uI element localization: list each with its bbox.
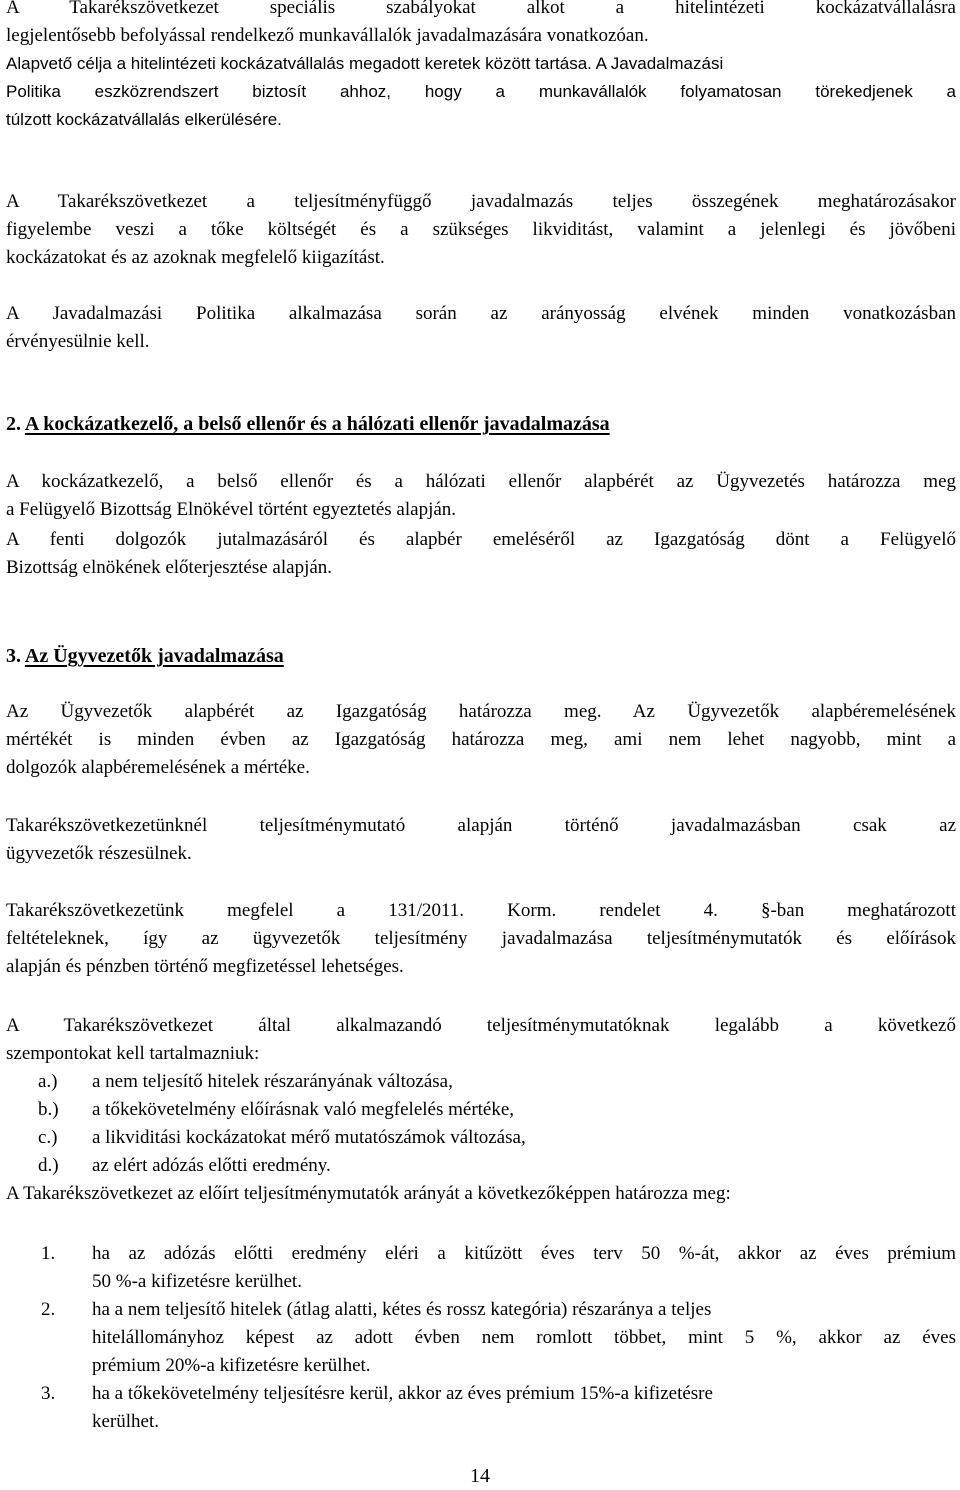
text-line: a Felügyelő Bizottság Elnökével történt egyeztetés alapján. xyxy=(6,499,457,520)
page-number: 14 xyxy=(470,1465,490,1487)
list-marker: c.) xyxy=(38,1127,58,1148)
text-line: 50 %-a kifizetésre kerülhet. xyxy=(92,1271,302,1292)
list-item xyxy=(6,1296,956,1380)
section-2-title: A kockázatkezelő, a belső ellenőr és a hálózati ellenőr javadalmazása xyxy=(24,413,610,435)
text-line: alapján és pénzben történő megfizetéssel lehetséges. xyxy=(6,956,404,977)
list-marker: a.) xyxy=(38,1071,58,1092)
section-3-paragraph-3 xyxy=(6,897,956,981)
text-line: A Takarékszövetkezet az előírt teljesítménymutatók arányát a következőképpen határozza meg: xyxy=(6,1183,731,1204)
list-item-text: az elért adózás előtti eredmény. xyxy=(92,1155,331,1176)
section-3-paragraph-4 xyxy=(6,1012,956,1068)
text-line: mértékét is minden évben az Igazgatóság határozza meg, ami nem lehet nagyobb, mint a xyxy=(6,729,956,750)
section-3-heading xyxy=(6,642,956,670)
section-3-paragraph-5 xyxy=(6,1180,956,1208)
text-line: A Takarékszövetkezet által alkalmazandó teljesítménymutatóknak legalább a következő xyxy=(6,1015,956,1036)
text-line: ha a tőkekövetelmény teljesítésre kerül, akkor az éves prémium 15%-a kifizetésre xyxy=(92,1383,713,1404)
text-line: A kockázatkezelő, a belső ellenőr és a hálózati ellenőr alapbérét az Ügyvezetés határozza meg xyxy=(6,471,956,492)
intro-paragraph-3 xyxy=(6,188,956,272)
intro-paragraph-1 xyxy=(6,0,956,50)
list-item-text: a tőkekövetelmény előírásnak való megfelelés mértéke, xyxy=(92,1099,515,1120)
text-line: érvényesülnie kell. xyxy=(6,331,150,352)
list-item-text: a likviditási kockázatokat mérő mutatószámok változása, xyxy=(92,1127,526,1148)
list-item xyxy=(6,1380,956,1436)
list-item xyxy=(6,1096,956,1124)
section-2-paragraph-2 xyxy=(6,526,956,582)
list-marker: d.) xyxy=(38,1155,59,1176)
text-line: prémium 20%-a kifizetésre kerülhet. xyxy=(92,1355,371,1376)
text-line: kockázatokat és az azoknak megfelelő kiigazítást. xyxy=(6,247,385,268)
criteria-list xyxy=(6,1068,956,1180)
text-line: A fenti dolgozók jutalmazásáról és alapbér emeléséről az Igazgatóság dönt a Felügyelő xyxy=(6,529,956,550)
list-item xyxy=(6,1124,956,1152)
section-3-paragraph-2 xyxy=(6,812,956,868)
text-line: túlzott kockázatvállalás elkerülésére. xyxy=(6,110,282,129)
text-line: dolgozók alapbéremelésének a mértéke. xyxy=(6,757,310,778)
text-line: figyelembe veszi a tőke költségét és a szükséges likviditást, valamint a jelenlegi és jövőbeni xyxy=(6,219,956,240)
section-3-paragraph-1 xyxy=(6,698,956,782)
text-line: Politika eszközrendszert biztosít ahhoz, hogy a munkavállalók folyamatosan törekedjenek a xyxy=(6,82,956,101)
text-line: Takarékszövetkezetünknél teljesítménymutató alapján történő javadalmazásban csak az xyxy=(6,815,956,836)
list-item xyxy=(6,1240,956,1296)
text-line: Az Ügyvezetők alapbérét az Igazgatóság határozza meg. Az Ügyvezetők alapbéremelésének xyxy=(6,701,956,722)
text-line: Takarékszövetkezetünk megfelel a 131/2011. Korm. rendelet 4. §-ban meghatározott xyxy=(6,900,956,921)
text-line: A Takarékszövetkezet speciális szabályokat alkot a hitelintézeti kockázatvállalásra xyxy=(6,0,956,18)
intro-paragraph-4 xyxy=(6,300,956,356)
text-line: legjelentősebb befolyással rendelkező munkavállalók javadalmazására vonatkozóan. xyxy=(6,25,649,46)
intro-paragraph-2-cont xyxy=(6,78,956,134)
section-2-number: 2. xyxy=(6,413,21,435)
text-line: Bizottság elnökének előterjesztése alapján. xyxy=(6,557,333,578)
text-line: hitelállományhoz képest az adott évben nem romlott többet, mint 5 %, akkor az éves xyxy=(92,1327,956,1348)
text-line: ügyvezetők részesülnek. xyxy=(6,843,192,864)
section-2-heading xyxy=(6,410,956,438)
section-3-title: Az Ügyvezetők javadalmazása xyxy=(24,645,284,667)
list-marker: b.) xyxy=(38,1099,59,1120)
text-line: A Takarékszövetkezet a teljesítményfüggő javadalmazás teljes összegének meghatározásakor xyxy=(6,191,956,212)
list-item xyxy=(6,1068,956,1096)
text-line: ha az adózás előtti eredmény eléri a kitűzött éves terv 50 %-át, akkor az éves prémium xyxy=(92,1243,956,1264)
section-2-paragraph-1 xyxy=(6,468,956,524)
list-item xyxy=(6,1152,956,1180)
intro-paragraph-2 xyxy=(6,50,956,78)
text-line: szempontokat kell tartalmazniuk: xyxy=(6,1043,260,1064)
list-marker: 3. xyxy=(41,1383,56,1404)
text-line: kerülhet. xyxy=(92,1411,160,1432)
text-line: Alapvető célja a hitelintézeti kockázatvállalás megadott keretek között tartása. A Javadalmazási xyxy=(6,54,724,73)
rules-list xyxy=(6,1240,956,1436)
section-3-number: 3. xyxy=(6,645,21,667)
text-line: ha a nem teljesítő hitelek (átlag alatti, kétes és rossz kategória) részaránya a teljes xyxy=(92,1299,712,1320)
list-marker: 1. xyxy=(41,1243,56,1264)
list-marker: 2. xyxy=(41,1299,56,1320)
list-item-text: a nem teljesítő hitelek részarányának változása, xyxy=(92,1071,453,1092)
text-line: feltételeknek, így az ügyvezetők teljesítmény javadalmazása teljesítménymutatók és előírások xyxy=(6,928,956,949)
text-line: A Javadalmazási Politika alkalmazása során az arányosság elvének minden vonatkozásban xyxy=(6,303,956,324)
